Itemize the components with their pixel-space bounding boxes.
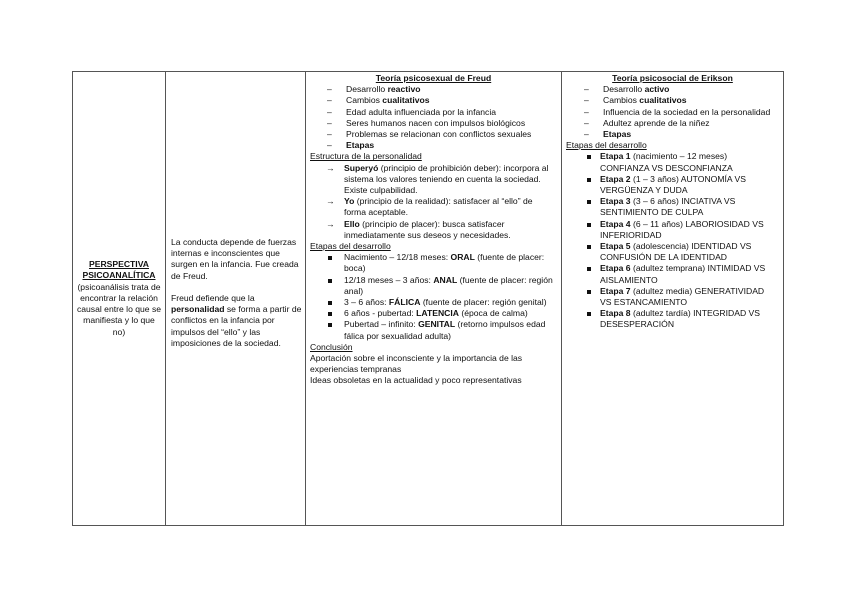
square-bullet-icon xyxy=(587,223,591,227)
arrow-icon: → xyxy=(326,162,335,173)
square-bullet-icon xyxy=(328,256,332,260)
list-item: → Ello (principio de placer): busca satisfacer inmediatamente sus deseos y necesidades. xyxy=(326,218,511,240)
perspective-subtitle: (psicoanálisis trata de encontrar la relación causal entre lo que se manifiesta y lo que no) xyxy=(76,281,162,337)
erikson-title: Teoría psicosocial de Erikson xyxy=(612,73,733,83)
freud-features-list xyxy=(306,84,561,151)
square-bullet-icon xyxy=(328,279,332,283)
list-item: → Yo (principio de la realidad): satisfacer al “ello” de forma aceptable. xyxy=(326,196,533,218)
list-item: 12/18 meses – 3 años: ANAL (fuente de placer: región anal) xyxy=(306,275,561,297)
list-item: Etapa 6 (adultez temprana) INTIMIDAD VS AISLAMIENTO xyxy=(562,263,783,285)
list-item: Pubertad – infinito: GENITAL (retorno impulsos edad fálica por sexualidad adulta) xyxy=(306,319,561,341)
list-item: Etapa 2 (1 – 3 años) AUTONOMÍA VS VERGÜENZA Y DUDA xyxy=(562,174,783,196)
erikson-cell xyxy=(562,72,784,526)
text-fragment: se forma a partir de conflictos en la infancia por impulsos del “ello” y las imposiciones de la sociedad. xyxy=(171,304,302,348)
erikson-stages-heading: Etapas del desarrollo xyxy=(566,140,647,151)
square-bullet-icon xyxy=(587,200,591,204)
freud-title: Teoría psicosexual de Freud xyxy=(375,73,492,83)
list-item: – Desarrollo activo xyxy=(584,84,670,95)
description-paragraph-2 xyxy=(171,293,302,349)
list-item: Etapa 1 (nacimiento – 12 meses) CONFIANZA VS DESCONFIANZA xyxy=(562,151,783,173)
list-item: Nacimiento – 12/18 meses: ORAL (fuente de placer: boca) xyxy=(306,252,561,274)
bold-term: personalidad xyxy=(171,304,225,315)
structure-list xyxy=(306,163,561,241)
list-item: – Edad adulta influenciada por la infancia xyxy=(327,106,497,117)
description-paragraph-1: La conducta depende de fuerzas internas e inconscientes que surgen en la infancia. Fue creada de Freud. xyxy=(171,237,299,281)
list-item: Etapa 5 (adolescencia) IDENTIDAD VS CONFUSIÓN DE LA IDENTIDAD xyxy=(562,241,783,263)
list-item: 3 – 6 años: FÁLICA (fuente de placer: región genital) xyxy=(306,297,561,308)
list-item: – Etapas xyxy=(327,140,375,151)
square-bullet-icon xyxy=(328,323,332,327)
list-item: – Influencia de la sociedad en la personalidad xyxy=(584,106,771,117)
conclusion-text-2: Ideas obsoletas en la actualidad y poco representativas xyxy=(310,375,522,386)
comparison-table xyxy=(72,71,784,526)
text-fragment: Freud defiende que la xyxy=(171,292,255,303)
list-item: → Superyó (principio de prohibición deber): incorpora al sistema los valores teniendo en cuenta la sociedad. Existe culpabilidad. xyxy=(326,162,549,196)
square-bullet-icon xyxy=(587,312,591,316)
freud-stages-list xyxy=(306,252,561,342)
freud-stages-heading: Etapas del desarrollo xyxy=(310,241,391,252)
erikson-stages-list xyxy=(562,151,783,330)
square-bullet-icon xyxy=(587,267,591,271)
freud-cell xyxy=(306,72,562,526)
arrow-icon: → xyxy=(326,218,335,229)
list-item: – Cambios cualitativos xyxy=(327,95,430,106)
perspective-title: PERSPECTIVA PSICOANALÍTICA xyxy=(82,259,156,281)
square-bullet-icon xyxy=(328,301,332,305)
perspective-cell xyxy=(73,72,166,526)
square-bullet-icon xyxy=(587,245,591,249)
list-item: – Adultez aprende de la niñez xyxy=(584,117,710,128)
square-bullet-icon xyxy=(587,290,591,294)
list-item: Etapa 7 (adultez media) GENERATIVIDAD VS ESTANCAMIENTO xyxy=(562,286,783,308)
list-item: 6 años - pubertad: LATENCIA (época de calma) xyxy=(306,308,561,319)
square-bullet-icon xyxy=(328,312,332,316)
square-bullet-icon xyxy=(587,178,591,182)
list-item: Etapa 3 (3 – 6 años) INCIATIVA VS SENTIMIENTO DE CULPA xyxy=(562,196,783,218)
conclusion-heading: Conclusión xyxy=(310,341,353,352)
structure-heading: Estructura de la personalidad xyxy=(310,151,422,162)
list-item: – Desarrollo reactivo xyxy=(327,84,421,95)
list-item: – Problemas se relacionan con conflictos sexuales xyxy=(327,129,532,140)
conclusion-text-1: Aportación sobre el inconsciente y la importancia de las experiencias tempranas xyxy=(310,353,523,375)
square-bullet-icon xyxy=(587,155,591,159)
erikson-features-list xyxy=(562,84,783,140)
list-item: Etapa 8 (adultez tardía) INTEGRIDAD VS DESESPERACIÓN xyxy=(562,308,783,330)
list-item: – Seres humanos nacen con impulsos biológicos xyxy=(327,117,526,128)
list-item: Etapa 4 (6 – 11 años) LABORIOSIDAD VS INFERIORIDAD xyxy=(562,219,783,241)
list-item: – Etapas xyxy=(584,129,632,140)
list-item: – Cambios cualitativos xyxy=(584,95,687,106)
table-row xyxy=(73,72,784,526)
description-cell xyxy=(166,72,306,526)
arrow-icon: → xyxy=(326,196,335,207)
